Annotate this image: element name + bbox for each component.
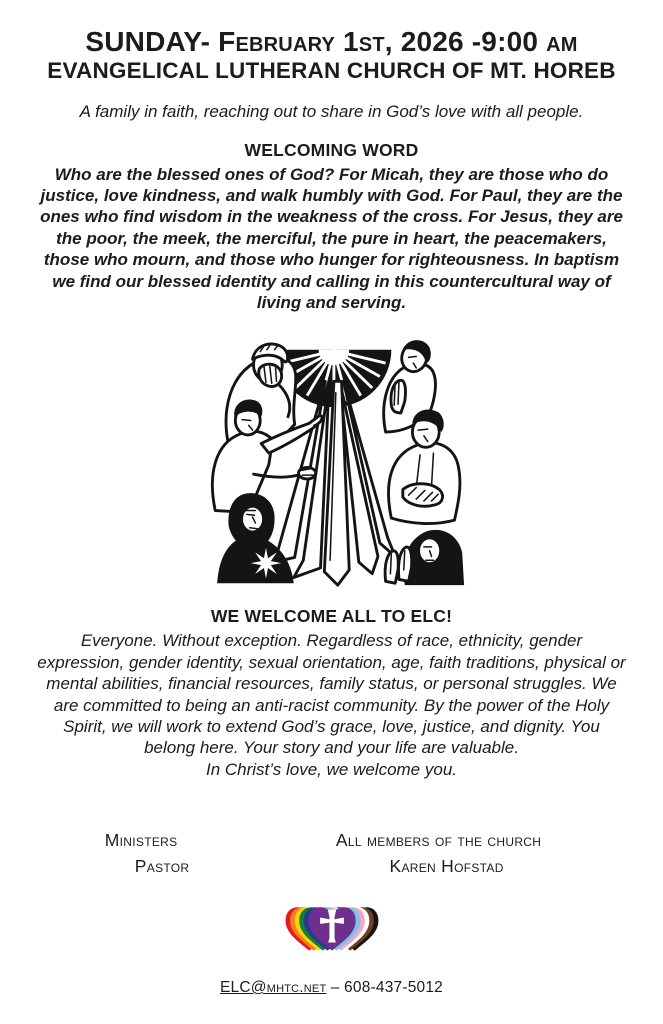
pride-heart-cross-logo bbox=[281, 899, 383, 955]
pastor-name: Karen Hofstad bbox=[389, 855, 504, 876]
mission-tagline: A family in faith, reaching out to share in God’s love with all people. bbox=[79, 102, 584, 122]
white-star bbox=[250, 548, 281, 579]
ministers-right-column bbox=[248, 828, 629, 879]
pride-heart-logo-svg bbox=[281, 899, 383, 955]
ministers-left-column bbox=[34, 828, 248, 879]
welcome-all-closing: In Christ’s love, we welcome you. bbox=[205, 759, 457, 779]
congregation-illustration-svg bbox=[164, 321, 500, 589]
welcoming-word-body: Who are the blessed ones of God? For Micah, they are those who do justice, love kindness, and walk humbly with God. For Paul, they are the ones who find wisdom in the weakness of the cross. For Jesus, they are the poor, the meek, the merciful, the pure in heart, the peacemakers, those who mourn, and those who hunger for righteousness. In baptism we find our blessed identity and calling in this countercultural way of living and serving. bbox=[40, 164, 623, 313]
welcoming-word-section bbox=[34, 140, 629, 314]
welcome-all-heading: WE WELCOME ALL TO ELC! bbox=[210, 606, 453, 627]
phone-number: 608-437-5012 bbox=[344, 979, 443, 997]
ministers-label: Ministers bbox=[104, 830, 178, 851]
ministers-section bbox=[34, 828, 629, 879]
service-date-title: SUNDAY- February 1st, 2026 -9:00 am bbox=[85, 26, 578, 57]
ministers-value: All members of the church bbox=[335, 830, 542, 851]
figure-kneeling-praying bbox=[385, 530, 464, 585]
welcoming-word-heading: WELCOMING WORD bbox=[244, 139, 419, 160]
congregation-woodcut-illustration bbox=[164, 321, 500, 589]
welcome-all-section bbox=[34, 606, 629, 780]
bulletin-header bbox=[34, 26, 629, 123]
pastor-label: Pastor bbox=[134, 855, 190, 876]
welcome-all-body-text: Everyone. Without exception. Regardless of race, ethnicity, gender expression, gender identity, sexual orientation, age, faith traditions, physical or mental abilities, financial resources, family status, or personal struggles. We are committed to being an anti-racist community. By the power of the Holy Spirit, we will work to extend God’s grace, love, justice, and dignity. You belong here. Your story and your life are valuable. bbox=[37, 631, 626, 758]
contact-footer bbox=[34, 979, 629, 997]
church-name-title: EVANGELICAL LUTHERAN CHURCH OF MT. HOREB bbox=[47, 58, 616, 84]
email-link[interactable]: ELC@mhtc.net bbox=[220, 979, 327, 997]
contact-separator: – bbox=[330, 979, 340, 997]
welcome-all-body bbox=[36, 630, 628, 780]
